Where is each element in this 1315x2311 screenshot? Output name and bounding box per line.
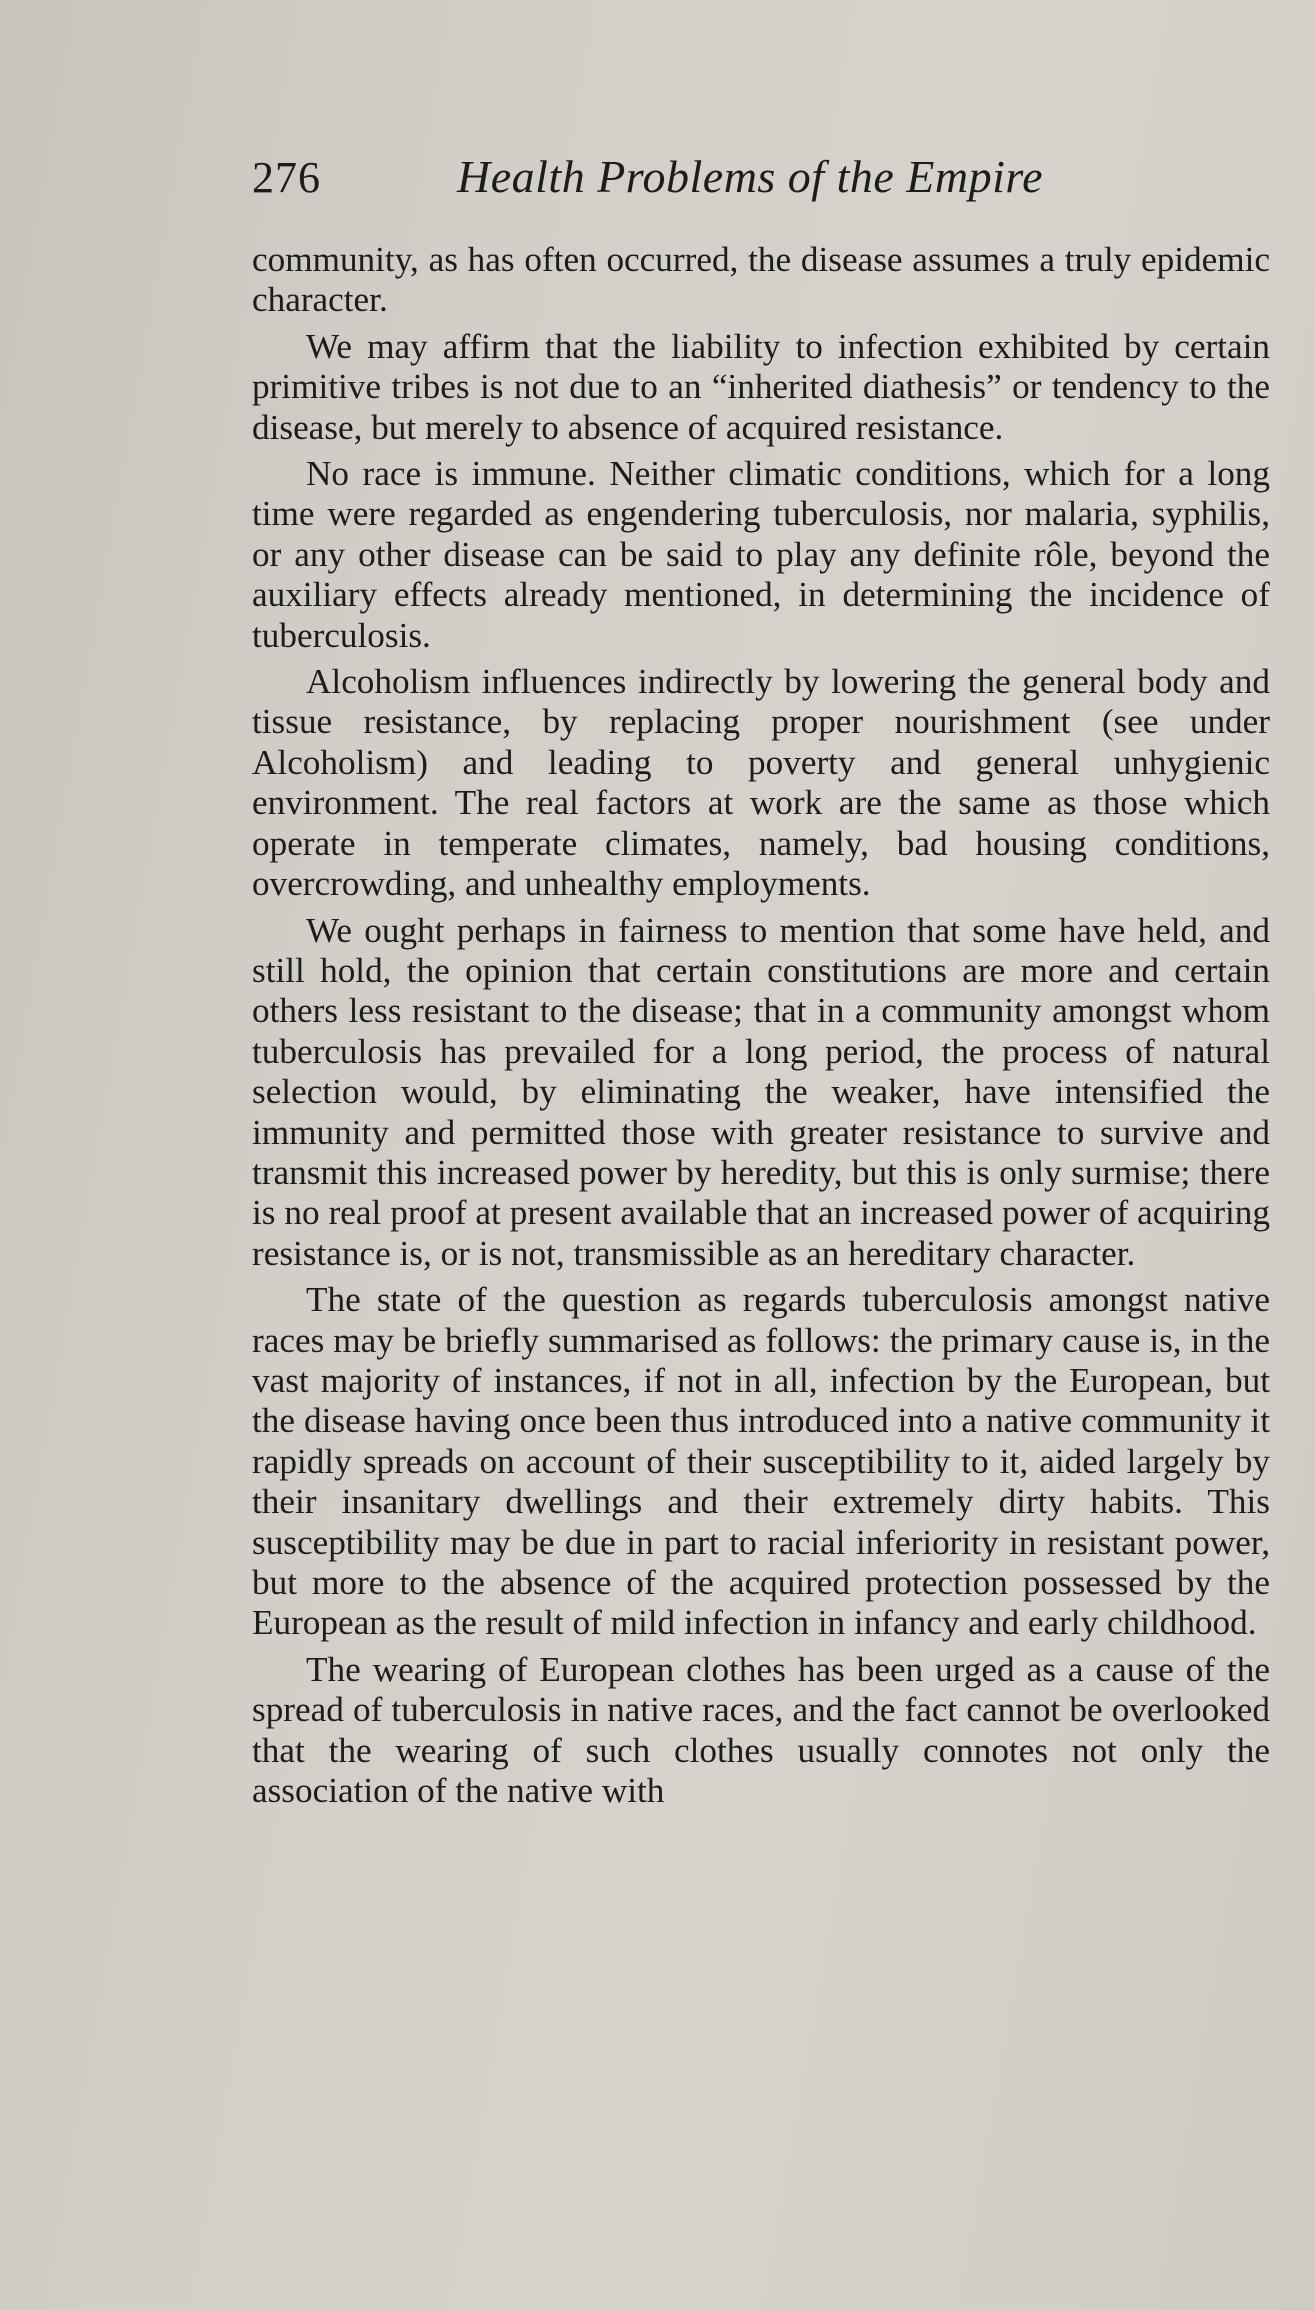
book-page xyxy=(252,150,1270,1811)
paragraph-constitutions: We ought perhaps in fairness to mention that some have held, and still hold, the opinion that certain constitutions are more and certain others less resistant to the disease; that in a community amongst whom tuberculosis has prevailed for a long period, the process of natural selection would, by eliminating the weaker, have intensified the immunity and permitted those with greater resistance to survive and transmit this increased power by heredity, but this is only surmise; there is no real proof at present available that an increased power of acquiring resistance is, or is not, transmissible as an hereditary character. xyxy=(252,910,1270,1273)
paragraph-liability: We may affirm that the liability to infection exhibited by certain primitive tribes is not due to an “inherited diathesis” or tendency to the disease, but merely to absence of acquired resistance. xyxy=(252,326,1270,447)
running-title: Health Problems of the Empire xyxy=(457,151,1043,202)
paragraph-no-race-immune: No race is immune. Neither climatic conditions, which for a long time were regarded as engendering tuberculosis, nor malaria, syphilis, or any other disease can be said to play any definite rôle, beyond the auxiliary effects already mentioned, in determining the incidence of tuberculosis. xyxy=(252,454,1270,655)
running-head xyxy=(252,150,1270,228)
paragraph-alcoholism: Alcoholism influences indirectly by lowering the general body and tissue resistance, by replacing proper nourishment (see under Alcoholism) and leading to poverty and general unhygienic environment. The real factors at work are the same as those which operate in temperate climates, namely, bad housing conditions, overcrowding, and unhealthy employments. xyxy=(252,662,1270,904)
paragraph-summary: The state of the question as regards tuberculosis amongst native races may be briefly summarised as follows: the primary cause is, in the vast majority of instances, if not in all, infection by the European, but the disease having once been thus introduced into a native community it rapidly spreads on account of their susceptibility to it, aided largely by their insanitary dwellings and their extremely dirty habits. This susceptibility may be due in part to racial inferiority in resistant power, but more to the absence of the acquired protection possessed by the European as the result of mild infection in infancy and early childhood. xyxy=(252,1280,1270,1643)
paragraph-european-clothes: The wearing of European clothes has been urged as a cause of the spread of tuberculosis in native races, and the fact cannot be overlooked that the wearing of such clothes usually connotes not only the association of the native with xyxy=(252,1649,1270,1811)
page-number: 276 xyxy=(252,153,321,202)
paragraph-continuation: community, as has often occurred, the disease assumes a truly epidemic character. xyxy=(252,240,1270,320)
body-text xyxy=(252,240,1270,1811)
